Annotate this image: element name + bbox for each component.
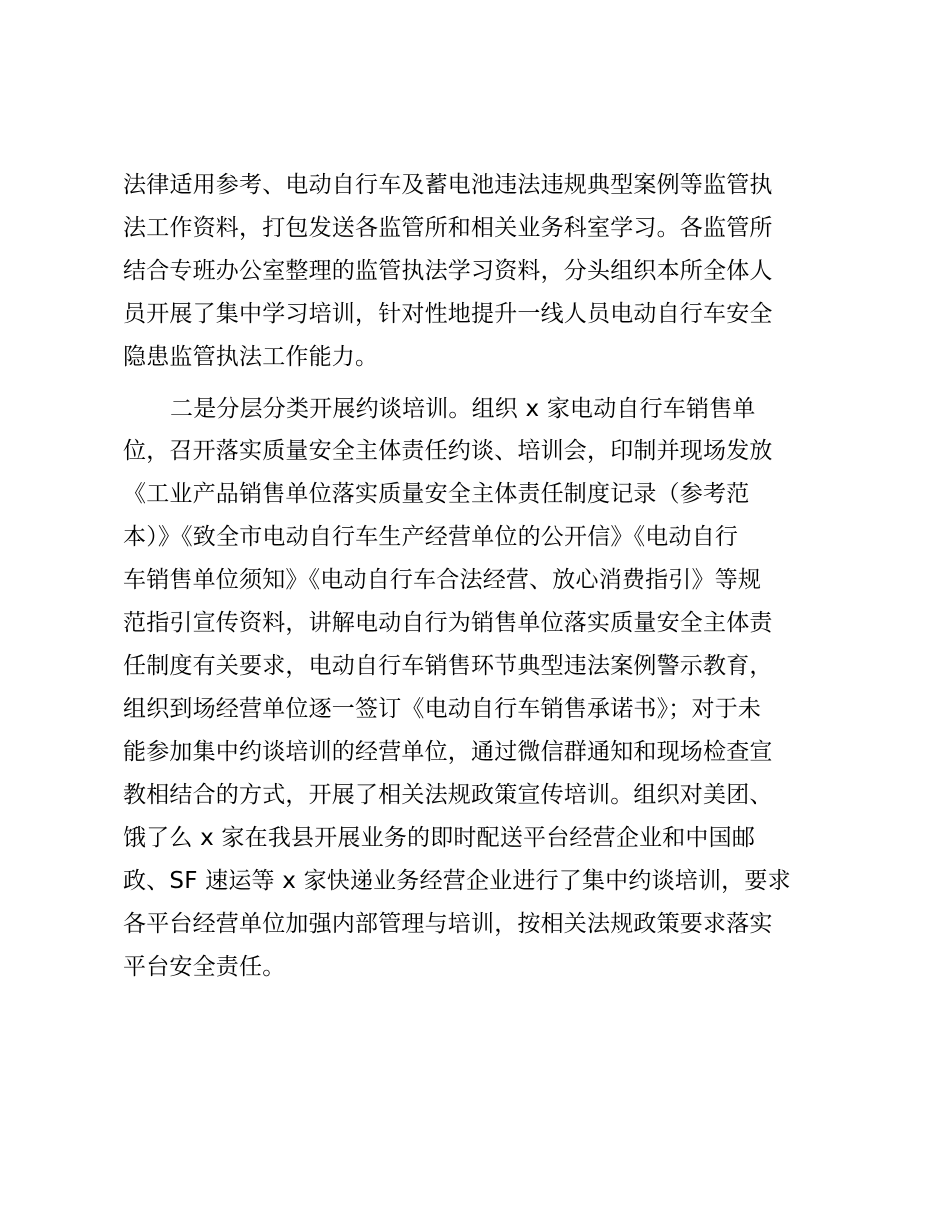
text-line-13: 组织到场经营单位逐一签订《电动自行车销售承诺书》；对于未 [123, 696, 762, 722]
paragraph-2-first-line: 二是分层分类开展约谈培训。组织 x 家电动自行车销售单 [170, 396, 756, 422]
text-line-9: 本）》《致全市电动自行车生产经营单位的公开信》《电动自行 [123, 524, 739, 550]
text-line-4: 员开展了集中学习培训，针对性地提升一线人员电动自行车安全 [123, 301, 773, 327]
text-line-8: 《工业产品销售单位落实质量安全主体责任制度记录（参考范 [123, 481, 750, 507]
text-line-10: 车销售单位须知》《电动自行车合法经营、放心消费指引》等规 [123, 567, 762, 593]
text-line-2: 法工作资料，打包发送各监管所和相关业务科室学习。各监管所 [123, 215, 773, 241]
text-line-3: 结合专班办公室整理的监管执法学习资料，分头组织本所全体人 [123, 258, 773, 284]
text-line-16: 饿了么 x 家在我县开展业务的即时配送平台经营企业和中国邮 [123, 825, 756, 851]
text-line-5: 隐患监管执法工作能力。 [123, 344, 379, 370]
text-line-15: 教相结合的方式，开展了相关法规政策宣传培训。组织对美团、 [123, 782, 773, 808]
text-line-19: 平台安全责任。 [123, 954, 286, 980]
text-line-12: 任制度有关要求，电动自行车销售环节典型违法案例警示教育， [123, 653, 773, 679]
text-line-11: 范指引宣传资料，讲解电动自行为销售单位落实质量安全主体责 [123, 610, 773, 636]
text-line-7: 位，召开落实质量安全主体责任约谈、培训会，印制并现场发放 [123, 438, 773, 464]
text-line-1: 法律适用参考、电动自行车及蓄电池违法违规典型案例等监管执 [123, 172, 773, 198]
text-line-17: 政、SF 速运等 x 家快递业务经营企业进行了集中约谈培训，要求 [123, 868, 791, 894]
text-line-18: 各平台经营单位加强内部管理与培训，按相关法规政策要求落实 [123, 911, 773, 937]
text-line-14: 能参加集中约谈培训的经营单位，通过微信群通知和现场检查宣 [123, 739, 773, 765]
